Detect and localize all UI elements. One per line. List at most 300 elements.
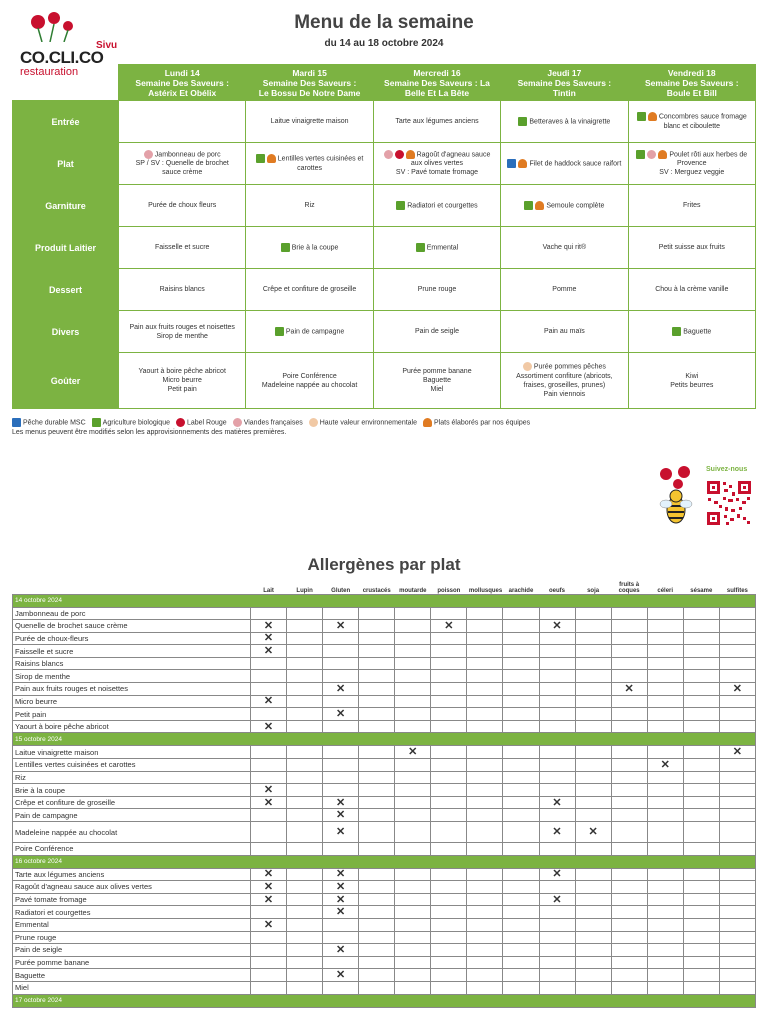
allergen-mark: ✕ — [431, 620, 467, 633]
allergen-cell — [575, 981, 611, 994]
allergen-cell — [503, 809, 539, 822]
allergens-dish: Quenelle de brochet sauce crème — [13, 620, 251, 633]
allergen-cell — [395, 868, 431, 881]
allergen-cell — [575, 620, 611, 633]
menu-cell-icons — [144, 151, 155, 158]
menu-row — [13, 185, 756, 227]
menu-cell-line: Poire Conférence — [282, 372, 337, 380]
allergen-cell — [467, 657, 503, 670]
allergen-cell — [503, 645, 539, 658]
qr-code-icon[interactable] — [706, 480, 752, 526]
allergen-mark: ✕ — [251, 893, 287, 906]
allergen-mark: ✕ — [251, 645, 287, 658]
allergen-cell — [251, 670, 287, 683]
logo-brand: CO.CLI.CO — [20, 48, 104, 67]
allergen-cell — [719, 931, 755, 944]
hve-icon — [309, 418, 318, 427]
allergen-cell — [683, 632, 719, 645]
legend-item — [12, 418, 86, 428]
allergen-cell — [719, 657, 755, 670]
allergen-cell — [431, 683, 467, 696]
allergen-mark: ✕ — [395, 746, 431, 759]
menu-cell — [501, 269, 628, 311]
menu-cell — [373, 143, 500, 185]
allergen-cell — [719, 695, 755, 708]
menu-cell-icons — [524, 202, 546, 209]
allergens-header-row — [13, 580, 756, 594]
allergen-cell — [359, 670, 395, 683]
menu-cell-icons — [396, 202, 407, 209]
page-title: Menu de la semaine — [294, 12, 474, 33]
menu-row-label: Entrée — [13, 101, 119, 143]
allergen-cell — [683, 708, 719, 721]
allergen-cell — [431, 931, 467, 944]
allergen-cell — [719, 944, 755, 957]
allergens-corner — [13, 580, 251, 594]
allergen-cell — [683, 683, 719, 696]
allergen-cell — [287, 843, 323, 856]
allergen-mark: ✕ — [251, 720, 287, 733]
menu-cell-line: Emmental — [426, 244, 459, 252]
allergen-cell — [611, 881, 647, 894]
allergen-cell — [719, 620, 755, 633]
bio-icon — [636, 150, 645, 159]
allergen-cell — [719, 881, 755, 894]
allergen-cell — [359, 695, 395, 708]
allergen-cell — [431, 881, 467, 894]
menu-cell-line: Petit pain — [167, 386, 197, 393]
allergen-cell — [611, 843, 647, 856]
allergen-cell — [575, 645, 611, 658]
allergen-cell — [359, 632, 395, 645]
allergen-cell — [611, 969, 647, 982]
allergens-dish: Yaourt à boire pêche abricot — [13, 720, 251, 733]
allergen-cell — [683, 720, 719, 733]
allergens-row — [13, 981, 756, 994]
allergen-cell — [323, 918, 359, 931]
allergen-cell — [719, 906, 755, 919]
allergen-cell — [647, 918, 683, 931]
legend-item-label: Agriculture biologique — [102, 419, 170, 427]
allergen-cell — [431, 944, 467, 957]
bio-icon — [281, 243, 290, 252]
allergen-mark: ✕ — [647, 759, 683, 772]
allergen-cell — [467, 683, 503, 696]
menu-cell-line: carottes — [297, 164, 323, 172]
menu-cell — [373, 185, 500, 227]
allergen-cell — [683, 969, 719, 982]
allergen-mark: ✕ — [539, 868, 575, 881]
allergen-cell — [611, 822, 647, 843]
allergen-cell — [395, 720, 431, 733]
menu-cell — [501, 143, 628, 185]
allergen-cell — [719, 771, 755, 784]
allergens-row — [13, 720, 756, 733]
allergen-cell — [539, 720, 575, 733]
allergen-cell — [575, 796, 611, 809]
allergen-cell — [539, 771, 575, 784]
allergen-cell — [719, 969, 755, 982]
allergen-cell — [539, 708, 575, 721]
allergen-cell — [611, 809, 647, 822]
allergen-cell — [467, 645, 503, 658]
plat-elabore-icon — [648, 112, 657, 121]
allergen-cell — [647, 956, 683, 969]
allergen-cell — [575, 759, 611, 772]
allergen-cell — [431, 695, 467, 708]
allergen-cell — [287, 931, 323, 944]
allergen-cell — [611, 868, 647, 881]
menu-cell — [628, 311, 755, 353]
day-header-line3: Le Bossu De Notre Dame — [258, 87, 361, 98]
allergen-cell — [719, 784, 755, 797]
menu-cell-line: Tarte aux légumes anciens — [395, 118, 479, 125]
day-header — [628, 65, 755, 101]
allergen-cell — [503, 822, 539, 843]
allergen-cell — [611, 931, 647, 944]
legend-item — [233, 418, 303, 428]
allergen-cell — [287, 670, 323, 683]
allergen-cell — [359, 620, 395, 633]
bio-icon — [637, 112, 646, 121]
allergen-cell — [503, 746, 539, 759]
allergen-cell — [395, 771, 431, 784]
menu-cell — [373, 311, 500, 353]
allergen-cell — [395, 843, 431, 856]
allergen-cell — [467, 708, 503, 721]
allergen-cell — [431, 868, 467, 881]
menu-row — [13, 143, 756, 185]
allergen-cell — [395, 956, 431, 969]
allergen-column-header: céleri — [657, 587, 674, 594]
allergen-cell — [251, 607, 287, 620]
allergen-cell — [611, 657, 647, 670]
allergen-cell — [467, 796, 503, 809]
allergen-cell — [611, 906, 647, 919]
allergens-dish: Brie à la coupe — [13, 784, 251, 797]
allergen-cell — [395, 944, 431, 957]
page-subtitle: du 14 au 18 octobre 2024 — [324, 38, 444, 49]
bio-icon — [672, 327, 681, 336]
allergen-cell — [611, 632, 647, 645]
bio-icon — [396, 201, 405, 210]
allergen-cell — [359, 944, 395, 957]
allergen-cell — [359, 683, 395, 696]
allergen-cell — [719, 759, 755, 772]
allergen-cell — [359, 918, 395, 931]
allergen-cell — [251, 906, 287, 919]
allergen-cell — [647, 632, 683, 645]
menu-cell-line: blanc et ciboulette — [663, 122, 720, 130]
allergen-cell — [251, 657, 287, 670]
menu-cell-line: fraises, groseilles, prunes) — [523, 381, 606, 389]
allergens-row — [13, 708, 756, 721]
menu-cell-line: Kiwi — [685, 372, 699, 380]
legend-items — [12, 418, 756, 428]
allergen-cell — [539, 695, 575, 708]
menu-cell-line: Pain de seigle — [414, 328, 459, 335]
allergen-cell — [467, 695, 503, 708]
allergen-cell — [575, 918, 611, 931]
menu-cell-line: Purée de choux fleurs — [148, 202, 217, 209]
allergens-row — [13, 771, 756, 784]
legend-item-label: Label Rouge — [186, 419, 227, 427]
allergen-cell — [539, 881, 575, 894]
allergen-cell — [323, 784, 359, 797]
menu-row — [13, 227, 756, 269]
allergen-cell — [431, 720, 467, 733]
allergen-cell — [719, 796, 755, 809]
allergen-cell — [683, 893, 719, 906]
menu-cell-line: Betteraves à la vinaigrette — [529, 118, 611, 126]
allergen-cell — [503, 944, 539, 957]
allergen-cell — [575, 695, 611, 708]
allergen-mark: ✕ — [539, 893, 575, 906]
allergen-column-header: arachide — [508, 587, 534, 594]
allergen-cell — [539, 906, 575, 919]
allergen-cell — [431, 956, 467, 969]
allergens-dish: Petit pain — [13, 708, 251, 721]
allergen-cell — [467, 607, 503, 620]
allergen-mark: ✕ — [323, 683, 359, 696]
allergen-cell — [539, 607, 575, 620]
allergen-cell — [539, 759, 575, 772]
menu-cell-line: Pain viennois — [543, 390, 586, 398]
hve-icon — [523, 362, 532, 371]
allergen-cell — [359, 822, 395, 843]
menu-cell-icons — [672, 328, 683, 335]
menu-cell — [119, 143, 246, 185]
allergen-cell — [719, 843, 755, 856]
allergen-cell — [359, 759, 395, 772]
allergen-cell — [467, 893, 503, 906]
allergens-dish: Riz — [13, 771, 251, 784]
allergen-cell — [611, 670, 647, 683]
bee-mascot-icon — [656, 466, 696, 528]
menu-cell-line: Pain aux fruits rouges et noisettes — [129, 323, 235, 331]
allergens-row — [13, 657, 756, 670]
allergens-dish: Pavé tomate fromage — [13, 893, 251, 906]
allergen-cell — [395, 822, 431, 843]
allergen-cell — [539, 683, 575, 696]
allergen-cell — [431, 981, 467, 994]
allergen-cell — [503, 906, 539, 919]
allergen-cell — [395, 981, 431, 994]
allergen-cell — [683, 771, 719, 784]
allergen-cell — [287, 645, 323, 658]
allergens-date: 17 octobre 2024 — [13, 994, 756, 1007]
bio-icon — [275, 327, 284, 336]
allergens-dish: Baguette — [13, 969, 251, 982]
allergens-row — [13, 620, 756, 633]
allergen-cell — [683, 645, 719, 658]
allergens-title: Allergènes par plat — [307, 555, 461, 574]
allergen-cell — [575, 632, 611, 645]
allergen-cell — [287, 868, 323, 881]
menu-cell-line: Provence — [676, 160, 707, 168]
allergen-cell — [287, 771, 323, 784]
menu-cell-line: Laitue vinaigrette maison — [270, 118, 349, 125]
allergen-cell — [539, 931, 575, 944]
allergens-dish: Jambonneau de porc — [13, 607, 251, 620]
allergen-mark: ✕ — [323, 868, 359, 881]
allergen-mark: ✕ — [251, 695, 287, 708]
menu-cell — [373, 353, 500, 409]
menu-cell — [246, 101, 373, 143]
logo-subtitle: restauration — [20, 66, 79, 78]
allergen-cell — [719, 632, 755, 645]
allergen-cell — [503, 981, 539, 994]
day-header-line2: Semaine Des Saveurs : — [262, 77, 357, 88]
allergen-cell — [323, 607, 359, 620]
day-header — [373, 65, 500, 101]
menu-cell — [628, 227, 755, 269]
allergen-cell — [575, 771, 611, 784]
allergen-cell — [251, 746, 287, 759]
peche-msc-icon — [507, 159, 516, 168]
allergens-dish: Crêpe et confiture de groseille — [13, 796, 251, 809]
allergen-cell — [431, 906, 467, 919]
allergen-cell — [359, 657, 395, 670]
menu-cell — [501, 311, 628, 353]
allergen-cell — [323, 632, 359, 645]
allergens-date-row — [13, 855, 756, 868]
menu-corner — [13, 65, 119, 101]
menu-cell-line: SP / SV : Quenelle de brochet — [135, 160, 229, 168]
allergen-mark: ✕ — [575, 822, 611, 843]
allergen-cell — [503, 893, 539, 906]
day-header-line1: Vendredi 18 — [667, 67, 716, 78]
allergen-cell — [395, 969, 431, 982]
allergen-cell — [359, 784, 395, 797]
allergen-cell — [323, 657, 359, 670]
legend-item-label: Haute valeur environnementale — [319, 419, 418, 427]
allergen-cell — [647, 809, 683, 822]
allergen-cell — [503, 620, 539, 633]
allergen-cell — [467, 632, 503, 645]
allergen-cell — [287, 746, 323, 759]
allergen-cell — [611, 746, 647, 759]
allergen-column-header: fruits à coques — [618, 581, 640, 594]
allergen-cell — [503, 868, 539, 881]
allergen-cell — [431, 969, 467, 982]
allergen-cell — [431, 893, 467, 906]
allergens-row — [13, 956, 756, 969]
allergen-cell — [503, 695, 539, 708]
menu-header-row — [13, 65, 756, 101]
allergen-cell — [647, 944, 683, 957]
menu-cell — [246, 311, 373, 353]
allergens-row — [13, 843, 756, 856]
allergen-cell — [431, 784, 467, 797]
menu-cell-icons — [636, 151, 669, 158]
menu-cell-line: Vache qui rit® — [542, 244, 587, 251]
allergen-cell — [395, 893, 431, 906]
allergen-mark: ✕ — [539, 822, 575, 843]
menu-cell — [501, 353, 628, 409]
allergen-cell — [287, 906, 323, 919]
allergen-mark: ✕ — [251, 632, 287, 645]
allergens-dish: Pain de seigle — [13, 944, 251, 957]
allergen-cell — [611, 956, 647, 969]
allergen-cell — [359, 720, 395, 733]
allergen-cell — [287, 969, 323, 982]
day-header-line2: Semaine Des Saveurs : La — [384, 77, 490, 88]
allergen-cell — [467, 620, 503, 633]
allergen-cell — [647, 607, 683, 620]
allergen-cell — [323, 670, 359, 683]
menu-cell — [246, 185, 373, 227]
allergen-cell — [503, 784, 539, 797]
allergen-cell — [431, 809, 467, 822]
legend-item-label: Pêche durable MSC — [23, 419, 86, 427]
allergen-cell — [647, 969, 683, 982]
allergen-cell — [683, 931, 719, 944]
allergen-cell — [251, 981, 287, 994]
allergen-cell — [467, 759, 503, 772]
allergen-cell — [647, 695, 683, 708]
label-rouge-icon — [395, 150, 404, 159]
allergen-cell — [467, 981, 503, 994]
allergens-date-row — [13, 594, 756, 607]
menu-cell-line: Purée pomme banane — [402, 368, 472, 375]
menu-cell-line: Pain au maïs — [543, 328, 585, 335]
allergen-cell — [359, 843, 395, 856]
allergen-cell — [683, 620, 719, 633]
menu-cell-line: Yaourt à boire pêche abricot — [138, 368, 226, 375]
allergen-cell — [575, 683, 611, 696]
allergen-cell — [683, 822, 719, 843]
allergen-cell — [611, 796, 647, 809]
allergen-cell — [395, 645, 431, 658]
allergen-cell — [323, 720, 359, 733]
allergen-cell — [323, 695, 359, 708]
allergen-cell — [395, 918, 431, 931]
allergen-cell — [467, 944, 503, 957]
allergen-cell — [539, 645, 575, 658]
allergen-cell — [431, 670, 467, 683]
allergen-mark: ✕ — [251, 784, 287, 797]
allergen-cell — [575, 969, 611, 982]
legend-item — [309, 418, 417, 428]
allergen-cell — [323, 759, 359, 772]
allergen-column-header: Lait — [263, 587, 274, 594]
allergens-row — [13, 881, 756, 894]
allergen-cell — [323, 956, 359, 969]
menu-row — [13, 311, 756, 353]
allergen-mark: ✕ — [719, 746, 755, 759]
allergen-cell — [431, 843, 467, 856]
allergen-cell — [467, 746, 503, 759]
allergens-row — [13, 969, 756, 982]
allergen-cell — [323, 931, 359, 944]
allergen-cell — [611, 771, 647, 784]
menu-cell-line: Riz — [304, 202, 315, 209]
allergens-row — [13, 809, 756, 822]
allergen-cell — [467, 720, 503, 733]
day-header-line1: Lundi 14 — [164, 67, 200, 78]
allergen-cell — [719, 981, 755, 994]
allergen-cell — [467, 931, 503, 944]
plat-elabore-icon — [423, 418, 432, 427]
allergens-row — [13, 796, 756, 809]
menu-cell-line: Pain de campagne — [285, 328, 345, 336]
allergens-row — [13, 822, 756, 843]
allergen-cell — [251, 683, 287, 696]
allergen-column-header: Gluten — [331, 587, 351, 594]
allergen-cell — [431, 657, 467, 670]
bio-icon — [416, 243, 425, 252]
